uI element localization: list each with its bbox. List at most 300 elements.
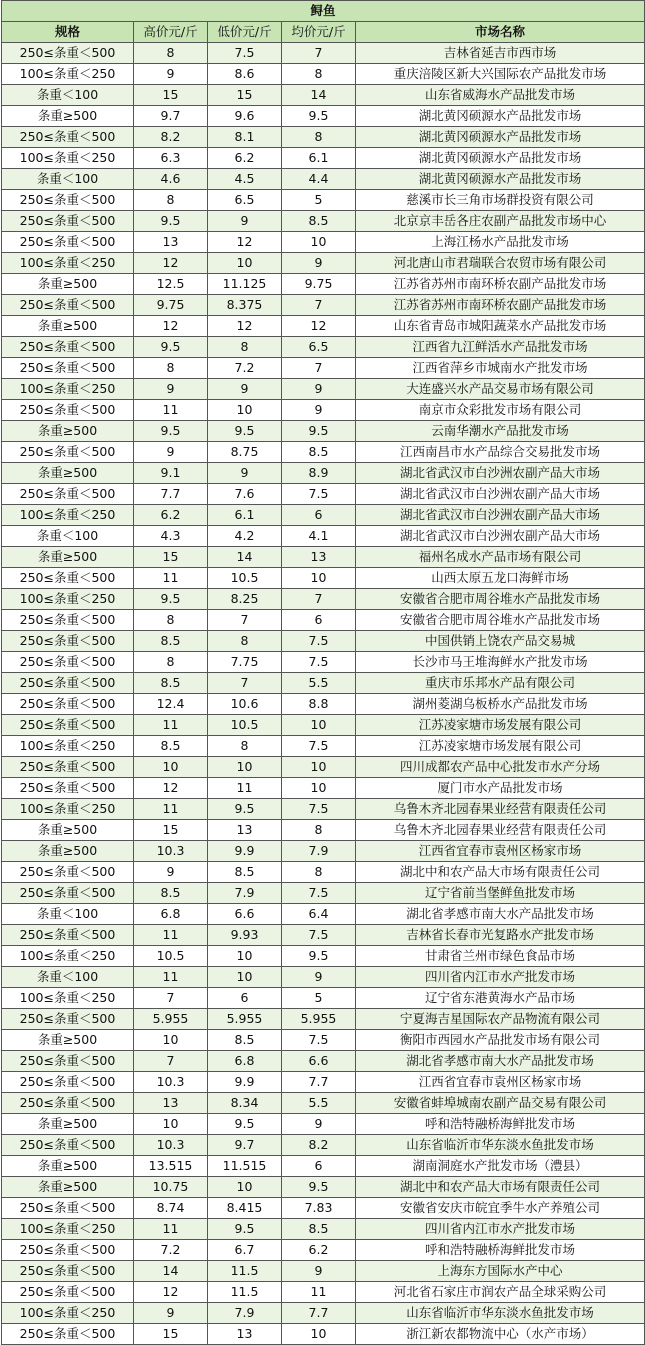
spec-cell: 条重≥500: [2, 274, 134, 295]
market-name-cell: 上海东方国际水产中心: [356, 1261, 645, 1282]
spec-cell: 250≤条重＜500: [2, 358, 134, 379]
high-price-cell: 9.5: [134, 589, 208, 610]
table-row: [2, 841, 645, 862]
high-price-cell: 11: [134, 799, 208, 820]
low-price-cell: 13: [208, 820, 282, 841]
header-row: [2, 22, 645, 43]
high-price-cell: 11: [134, 568, 208, 589]
avg-price-cell: 7.5: [282, 484, 356, 505]
avg-price-cell: 9.75: [282, 274, 356, 295]
high-price-cell: 7.2: [134, 1240, 208, 1261]
market-name-cell: 安徽省安庆市皖宜季牛水产养殖公司: [356, 1198, 645, 1219]
table-row: [2, 673, 645, 694]
table-row: [2, 295, 645, 316]
market-name-cell: 浙江新农都物流中心（水产市场）: [356, 1324, 645, 1345]
table-row: [2, 694, 645, 715]
avg-price-cell: 12: [282, 316, 356, 337]
market-name-cell: 山东省临沂市华东淡水鱼批发市场: [356, 1135, 645, 1156]
low-price-cell: 10.5: [208, 715, 282, 736]
low-price-cell: 6.7: [208, 1240, 282, 1261]
spec-cell: 100≤条重＜250: [2, 988, 134, 1009]
market-name-cell: 辽宁省东港黄海水产品市场: [356, 988, 645, 1009]
avg-price-cell: 7.5: [282, 799, 356, 820]
low-price-cell: 8.6: [208, 64, 282, 85]
market-name-cell: 湖北黄冈硕源水产品批发市场: [356, 169, 645, 190]
high-price-cell: 10: [134, 757, 208, 778]
market-name-cell: 江苏省苏州市南环桥农副产品批发市场: [356, 274, 645, 295]
low-price-cell: 7.75: [208, 652, 282, 673]
avg-price-cell: 9.5: [282, 421, 356, 442]
avg-price-cell: 5.955: [282, 1009, 356, 1030]
high-price-cell: 6.2: [134, 505, 208, 526]
low-price-cell: 6.5: [208, 190, 282, 211]
table-row: [2, 988, 645, 1009]
spec-cell: 250≤条重＜500: [2, 337, 134, 358]
avg-price-cell: 7.7: [282, 1303, 356, 1324]
market-name-cell: 湖北省武汉市白沙洲农副产品大市场: [356, 526, 645, 547]
table-row: [2, 1303, 645, 1324]
high-price-cell: 8.2: [134, 127, 208, 148]
avg-price-cell: 10: [282, 778, 356, 799]
high-price-cell: 9: [134, 379, 208, 400]
avg-price-cell: 5.5: [282, 673, 356, 694]
market-name-cell: 福州名成水产品市场有限公司: [356, 547, 645, 568]
market-name-cell: 湖北黄冈硕源水产品批发市场: [356, 148, 645, 169]
avg-price-cell: 6.5: [282, 337, 356, 358]
low-price-cell: 11.515: [208, 1156, 282, 1177]
avg-price-cell: 6: [282, 1156, 356, 1177]
high-price-cell: 15: [134, 820, 208, 841]
high-price-cell: 9: [134, 862, 208, 883]
avg-price-cell: 10: [282, 757, 356, 778]
low-price-cell: 8.1: [208, 127, 282, 148]
market-name-cell: 湖北省孝感市南大水产品批发市场: [356, 1051, 645, 1072]
spec-cell: 250≤条重＜500: [2, 673, 134, 694]
market-name-cell: 吉林省延吉市西市场: [356, 43, 645, 64]
table-row: [2, 421, 645, 442]
avg-price-cell: 7: [282, 589, 356, 610]
high-price-cell: 12.5: [134, 274, 208, 295]
market-name-cell: 河北唐山市君瑞联合农贸市场有限公司: [356, 253, 645, 274]
market-name-cell: 江苏凌家塘市场发展有限公司: [356, 736, 645, 757]
table-row: [2, 715, 645, 736]
low-price-cell: 9.9: [208, 1072, 282, 1093]
high-price-cell: 10.3: [134, 841, 208, 862]
high-price-cell: 12: [134, 1282, 208, 1303]
market-name-cell: 安徽省蚌埠城南农副产品交易有限公司: [356, 1093, 645, 1114]
high-price-cell: 11: [134, 967, 208, 988]
avg-price-cell: 9: [282, 379, 356, 400]
market-name-cell: 云南华潮水产品批发市场: [356, 421, 645, 442]
high-price-cell: 7: [134, 1051, 208, 1072]
spec-cell: 条重≥500: [2, 421, 134, 442]
spec-cell: 250≤条重＜500: [2, 862, 134, 883]
column-header-low-price: 低价元/斤: [208, 22, 282, 43]
avg-price-cell: 14: [282, 85, 356, 106]
low-price-cell: 12: [208, 316, 282, 337]
table-row: [2, 1009, 645, 1030]
table-row: [2, 1198, 645, 1219]
avg-price-cell: 7: [282, 295, 356, 316]
low-price-cell: 9.5: [208, 421, 282, 442]
table-row: [2, 904, 645, 925]
high-price-cell: 15: [134, 1324, 208, 1345]
table-row: [2, 85, 645, 106]
high-price-cell: 9.5: [134, 337, 208, 358]
avg-price-cell: 7.5: [282, 1030, 356, 1051]
low-price-cell: 14: [208, 547, 282, 568]
table-row: [2, 505, 645, 526]
high-price-cell: 15: [134, 85, 208, 106]
avg-price-cell: 5.5: [282, 1093, 356, 1114]
high-price-cell: 9: [134, 64, 208, 85]
high-price-cell: 8: [134, 43, 208, 64]
spec-cell: 250≤条重＜500: [2, 442, 134, 463]
table-row: [2, 43, 645, 64]
high-price-cell: 7: [134, 988, 208, 1009]
spec-cell: 条重＜100: [2, 526, 134, 547]
table-row: [2, 1324, 645, 1345]
table-row: [2, 925, 645, 946]
low-price-cell: 7: [208, 610, 282, 631]
table-row: [2, 127, 645, 148]
avg-price-cell: 6.6: [282, 1051, 356, 1072]
high-price-cell: 12: [134, 253, 208, 274]
spec-cell: 250≤条重＜500: [2, 1135, 134, 1156]
market-name-cell: 衡阳市西园水产品批发市场有限公司: [356, 1030, 645, 1051]
table-row: [2, 106, 645, 127]
high-price-cell: 12: [134, 778, 208, 799]
market-name-cell: 湖州菱湖乌板桥水产品批发市场: [356, 694, 645, 715]
avg-price-cell: 9: [282, 1114, 356, 1135]
low-price-cell: 8: [208, 736, 282, 757]
high-price-cell: 6.3: [134, 148, 208, 169]
market-name-cell: 厦门市水产品批发市场: [356, 778, 645, 799]
high-price-cell: 10.3: [134, 1135, 208, 1156]
market-name-cell: 甘肃省兰州市绿色食品市场: [356, 946, 645, 967]
table-row: [2, 1030, 645, 1051]
avg-price-cell: 8.9: [282, 463, 356, 484]
table-row: [2, 211, 645, 232]
table-row: [2, 568, 645, 589]
spec-cell: 250≤条重＜500: [2, 568, 134, 589]
market-name-cell: 乌鲁木齐北园春果业经营有限责任公司: [356, 820, 645, 841]
avg-price-cell: 7.5: [282, 736, 356, 757]
high-price-cell: 13.515: [134, 1156, 208, 1177]
high-price-cell: 8.5: [134, 631, 208, 652]
low-price-cell: 8.25: [208, 589, 282, 610]
market-name-cell: 湖北省孝感市南大水产品批发市场: [356, 904, 645, 925]
high-price-cell: 4.3: [134, 526, 208, 547]
low-price-cell: 7.5: [208, 43, 282, 64]
table-row: [2, 946, 645, 967]
table-row: [2, 862, 645, 883]
spec-cell: 100≤条重＜250: [2, 1303, 134, 1324]
low-price-cell: 9: [208, 463, 282, 484]
market-name-cell: 江西省九江鲜活水产品批发市场: [356, 337, 645, 358]
avg-price-cell: 5: [282, 988, 356, 1009]
spec-cell: 250≤条重＜500: [2, 610, 134, 631]
market-name-cell: 呼和浩特融桥海鲜批发市场: [356, 1240, 645, 1261]
market-name-cell: 大连盛兴水产品交易市场有限公司: [356, 379, 645, 400]
market-name-cell: 湖南洞庭水产批发市场（澧县）: [356, 1156, 645, 1177]
high-price-cell: 11: [134, 1219, 208, 1240]
low-price-cell: 8: [208, 631, 282, 652]
spec-cell: 250≤条重＜500: [2, 925, 134, 946]
spec-cell: 100≤条重＜250: [2, 379, 134, 400]
low-price-cell: 7.9: [208, 1303, 282, 1324]
market-name-cell: 江西南昌市水产品综合交易批发市场: [356, 442, 645, 463]
table-row: [2, 778, 645, 799]
low-price-cell: 12: [208, 232, 282, 253]
high-price-cell: 8.5: [134, 673, 208, 694]
avg-price-cell: 7.7: [282, 1072, 356, 1093]
low-price-cell: 10: [208, 1177, 282, 1198]
spec-cell: 250≤条重＜500: [2, 1009, 134, 1030]
spec-cell: 100≤条重＜250: [2, 148, 134, 169]
high-price-cell: 15: [134, 547, 208, 568]
high-price-cell: 8.74: [134, 1198, 208, 1219]
table-row: [2, 1135, 645, 1156]
price-table: [1, 0, 645, 1345]
table-row: [2, 1282, 645, 1303]
spec-cell: 条重＜100: [2, 85, 134, 106]
avg-price-cell: 6: [282, 610, 356, 631]
avg-price-cell: 8.2: [282, 1135, 356, 1156]
avg-price-cell: 7.9: [282, 841, 356, 862]
avg-price-cell: 4.1: [282, 526, 356, 547]
high-price-cell: 13: [134, 232, 208, 253]
table-row: [2, 967, 645, 988]
spec-cell: 条重＜100: [2, 904, 134, 925]
low-price-cell: 8.5: [208, 1030, 282, 1051]
spec-cell: 250≤条重＜500: [2, 43, 134, 64]
avg-price-cell: 11: [282, 1282, 356, 1303]
avg-price-cell: 8: [282, 127, 356, 148]
table-row: [2, 610, 645, 631]
market-name-cell: 山西太原五龙口海鲜市场: [356, 568, 645, 589]
low-price-cell: 10: [208, 253, 282, 274]
high-price-cell: 6.8: [134, 904, 208, 925]
spec-cell: 100≤条重＜250: [2, 64, 134, 85]
spec-cell: 条重≥500: [2, 547, 134, 568]
table-row: [2, 316, 645, 337]
market-name-cell: 四川省内江市水产批发市场: [356, 967, 645, 988]
spec-cell: 250≤条重＜500: [2, 1051, 134, 1072]
spec-cell: 条重≥500: [2, 1177, 134, 1198]
low-price-cell: 9: [208, 379, 282, 400]
high-price-cell: 10.5: [134, 946, 208, 967]
low-price-cell: 9.5: [208, 799, 282, 820]
table-row: [2, 379, 645, 400]
high-price-cell: 10.3: [134, 1072, 208, 1093]
market-name-cell: 北京京丰岳各庄农副产品批发市场中心: [356, 211, 645, 232]
market-name-cell: 江西省宜春市袁州区杨家市场: [356, 841, 645, 862]
low-price-cell: 11.5: [208, 1282, 282, 1303]
high-price-cell: 8.5: [134, 883, 208, 904]
table-row: [2, 442, 645, 463]
spec-cell: 250≤条重＜500: [2, 127, 134, 148]
table-row: [2, 400, 645, 421]
spec-cell: 100≤条重＜250: [2, 799, 134, 820]
market-name-cell: 山东省临沂市华东淡水鱼批发市场: [356, 1303, 645, 1324]
avg-price-cell: 8.5: [282, 211, 356, 232]
table-row: [2, 1156, 645, 1177]
avg-price-cell: 7.5: [282, 652, 356, 673]
table-row: [2, 148, 645, 169]
spec-cell: 条重≥500: [2, 820, 134, 841]
market-name-cell: 江苏省苏州市南环桥农副产品批发市场: [356, 295, 645, 316]
table-row: [2, 589, 645, 610]
low-price-cell: 6.1: [208, 505, 282, 526]
avg-price-cell: 8: [282, 64, 356, 85]
high-price-cell: 8: [134, 190, 208, 211]
spec-cell: 250≤条重＜500: [2, 1240, 134, 1261]
low-price-cell: 6.6: [208, 904, 282, 925]
table-title: 鲟鱼: [2, 1, 645, 22]
market-name-cell: 湖北黄冈硕源水产品批发市场: [356, 106, 645, 127]
avg-price-cell: 8.5: [282, 1219, 356, 1240]
market-name-cell: 湖北中和农产品大市场有限责任公司: [356, 862, 645, 883]
market-name-cell: 上海江杨水产品批发市场: [356, 232, 645, 253]
table-row: [2, 169, 645, 190]
avg-price-cell: 9: [282, 400, 356, 421]
low-price-cell: 8.375: [208, 295, 282, 316]
spec-cell: 250≤条重＜500: [2, 1093, 134, 1114]
avg-price-cell: 4.4: [282, 169, 356, 190]
low-price-cell: 6.2: [208, 148, 282, 169]
spec-cell: 条重≥500: [2, 1156, 134, 1177]
spec-cell: 250≤条重＜500: [2, 211, 134, 232]
low-price-cell: 11.5: [208, 1261, 282, 1282]
avg-price-cell: 8.5: [282, 442, 356, 463]
avg-price-cell: 5: [282, 190, 356, 211]
table-row: [2, 274, 645, 295]
market-name-cell: 安徽省合肥市周谷堆水产品批发市场: [356, 610, 645, 631]
market-name-cell: 慈溪市长三角市场群投资有限公司: [356, 190, 645, 211]
avg-price-cell: 8: [282, 862, 356, 883]
spec-cell: 100≤条重＜250: [2, 253, 134, 274]
high-price-cell: 5.955: [134, 1009, 208, 1030]
column-header-market: 市场名称: [356, 22, 645, 43]
avg-price-cell: 8.8: [282, 694, 356, 715]
market-name-cell: 长沙市马王堆海鲜水产批发市场: [356, 652, 645, 673]
low-price-cell: 10: [208, 757, 282, 778]
spec-cell: 250≤条重＜500: [2, 631, 134, 652]
table-row: [2, 1051, 645, 1072]
spec-cell: 250≤条重＜500: [2, 883, 134, 904]
high-price-cell: 8: [134, 358, 208, 379]
spec-cell: 条重≥500: [2, 106, 134, 127]
table-row: [2, 631, 645, 652]
market-name-cell: 重庆市乐邦水产品有限公司: [356, 673, 645, 694]
spec-cell: 100≤条重＜250: [2, 589, 134, 610]
low-price-cell: 11.125: [208, 274, 282, 295]
high-price-cell: 8: [134, 610, 208, 631]
high-price-cell: 12.4: [134, 694, 208, 715]
high-price-cell: 10: [134, 1114, 208, 1135]
spec-cell: 条重≥500: [2, 841, 134, 862]
low-price-cell: 9.93: [208, 925, 282, 946]
avg-price-cell: 7.83: [282, 1198, 356, 1219]
low-price-cell: 8.415: [208, 1198, 282, 1219]
low-price-cell: 6.8: [208, 1051, 282, 1072]
avg-price-cell: 6.4: [282, 904, 356, 925]
market-name-cell: 重庆涪陵区新大兴国际农产品批发市场: [356, 64, 645, 85]
market-name-cell: 湖北黄冈硕源水产品批发市场: [356, 127, 645, 148]
avg-price-cell: 9.5: [282, 946, 356, 967]
avg-price-cell: 10: [282, 1324, 356, 1345]
table-row: [2, 652, 645, 673]
avg-price-cell: 10: [282, 715, 356, 736]
market-name-cell: 江西省萍乡市城南水产批发市场: [356, 358, 645, 379]
high-price-cell: 4.6: [134, 169, 208, 190]
avg-price-cell: 8: [282, 820, 356, 841]
table-row: [2, 883, 645, 904]
table-row: [2, 358, 645, 379]
table-row: [2, 1240, 645, 1261]
table-row: [2, 1261, 645, 1282]
low-price-cell: 9.5: [208, 1114, 282, 1135]
high-price-cell: 9.1: [134, 463, 208, 484]
market-name-cell: 湖北中和农产品大市场有限责任公司: [356, 1177, 645, 1198]
spec-cell: 250≤条重＜500: [2, 652, 134, 673]
market-name-cell: 山东省威海水产品批发市场: [356, 85, 645, 106]
market-name-cell: 南京市众彩批发市场有限公司: [356, 400, 645, 421]
spec-cell: 250≤条重＜500: [2, 1198, 134, 1219]
high-price-cell: 8: [134, 652, 208, 673]
market-name-cell: 辽宁省前当堡鲜鱼批发市场: [356, 883, 645, 904]
table-row: [2, 232, 645, 253]
high-price-cell: 9.5: [134, 211, 208, 232]
table-row: [2, 1093, 645, 1114]
high-price-cell: 8.5: [134, 736, 208, 757]
low-price-cell: 5.955: [208, 1009, 282, 1030]
table-row: [2, 1219, 645, 1240]
high-price-cell: 12: [134, 316, 208, 337]
table-row: [2, 1177, 645, 1198]
column-header-avg-price: 均价元/斤: [282, 22, 356, 43]
high-price-cell: 9.5: [134, 421, 208, 442]
table-row: [2, 463, 645, 484]
table-row: [2, 190, 645, 211]
spec-cell: 250≤条重＜500: [2, 757, 134, 778]
table-row: [2, 484, 645, 505]
low-price-cell: 7.2: [208, 358, 282, 379]
low-price-cell: 10.6: [208, 694, 282, 715]
low-price-cell: 15: [208, 85, 282, 106]
spec-cell: 250≤条重＜500: [2, 1324, 134, 1345]
spec-cell: 100≤条重＜250: [2, 1219, 134, 1240]
low-price-cell: 9.7: [208, 1135, 282, 1156]
low-price-cell: 7.6: [208, 484, 282, 505]
high-price-cell: 11: [134, 715, 208, 736]
market-name-cell: 江苏凌家塘市场发展有限公司: [356, 715, 645, 736]
avg-price-cell: 10: [282, 568, 356, 589]
high-price-cell: 9.7: [134, 106, 208, 127]
spec-cell: 250≤条重＜500: [2, 694, 134, 715]
spec-cell: 100≤条重＜250: [2, 505, 134, 526]
avg-price-cell: 9: [282, 253, 356, 274]
spec-cell: 250≤条重＜500: [2, 715, 134, 736]
low-price-cell: 6: [208, 988, 282, 1009]
avg-price-cell: 9.5: [282, 1177, 356, 1198]
low-price-cell: 10: [208, 967, 282, 988]
low-price-cell: 11: [208, 778, 282, 799]
market-name-cell: 湖北省武汉市白沙洲农副产品大市场: [356, 484, 645, 505]
avg-price-cell: 6: [282, 505, 356, 526]
spec-cell: 250≤条重＜500: [2, 295, 134, 316]
